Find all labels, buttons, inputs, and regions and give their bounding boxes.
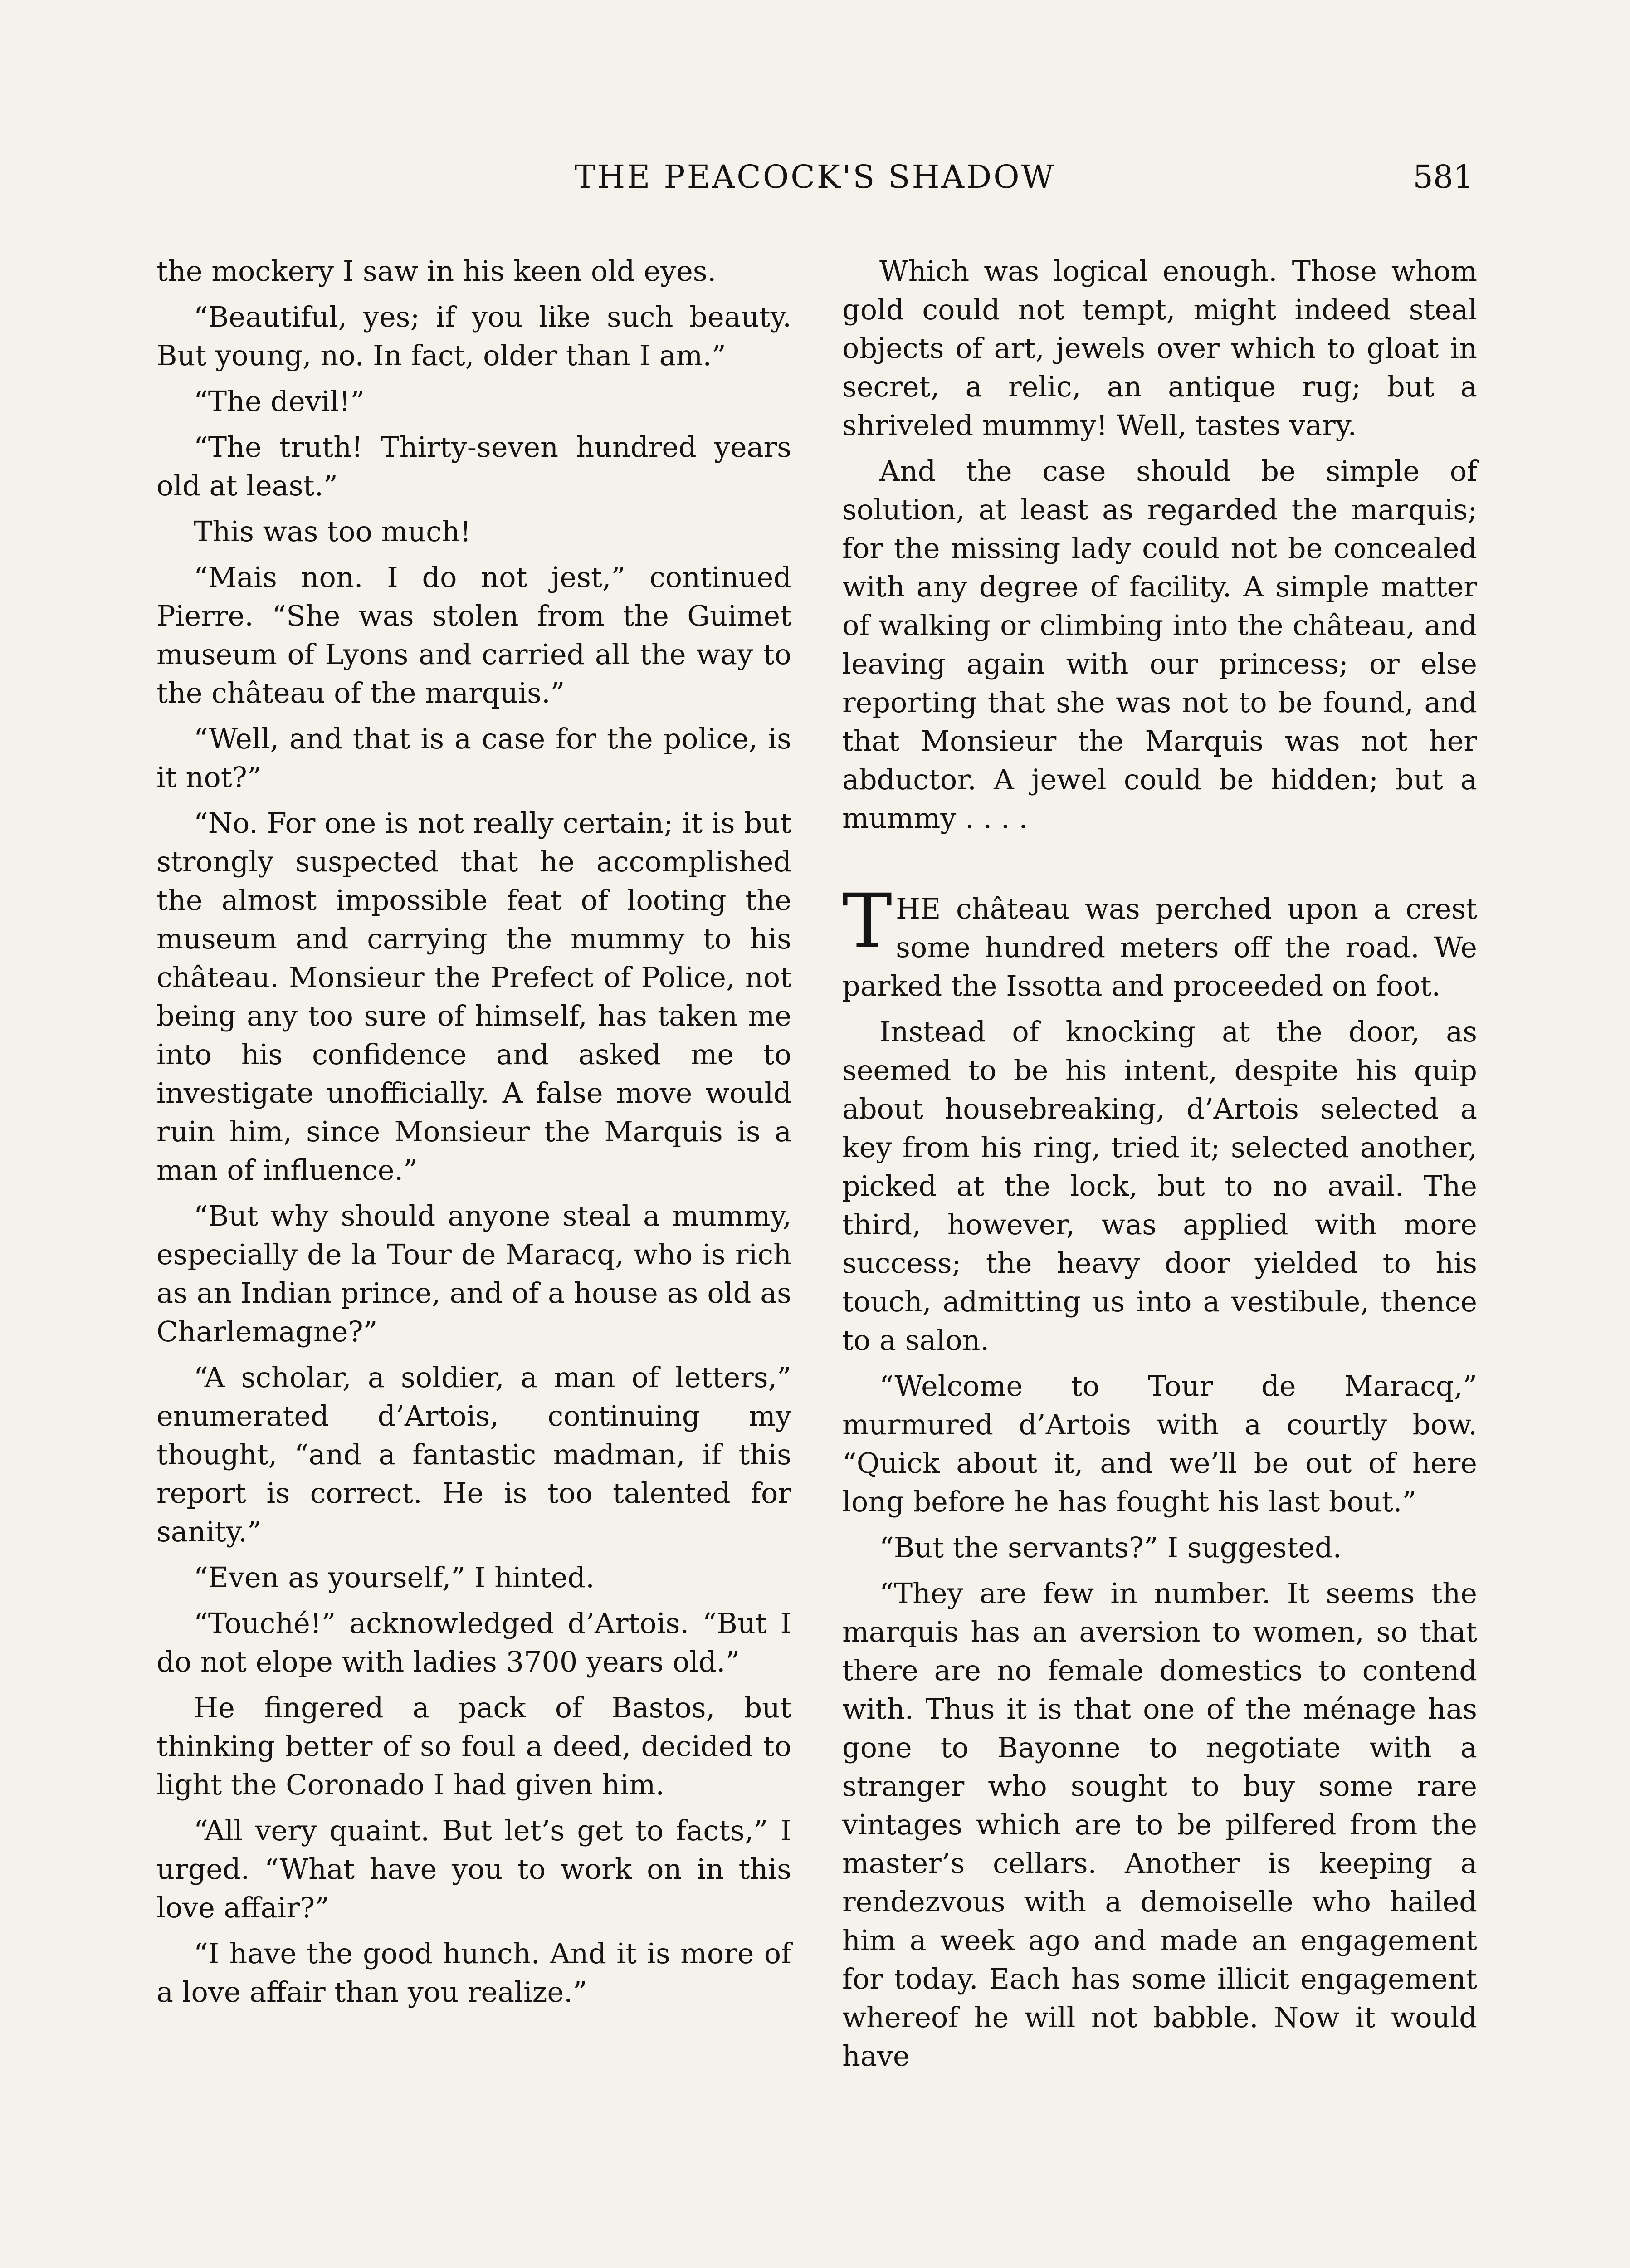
paragraph: “But the servants?” I suggested.: [879, 1531, 1342, 1564]
section-opening-text: château was perched upon a crest some hundred meters off the road. We parked the Issotta and proceeded on foot.: [842, 892, 1477, 1002]
paragraph: “I have the good hunch. And it is more of a love affair than you realize.”: [156, 1937, 791, 2009]
paragraph: This was too much!: [194, 515, 471, 548]
paragraph: “Well, and that is a case for the police, is it not?”: [156, 722, 791, 794]
page-number: 581: [1413, 158, 1474, 196]
right-column: [842, 252, 1477, 2082]
running-header: [156, 154, 1474, 204]
paragraph: “They are few in number. It seems the marquis has an aversion to women, so that there are no female domestics to contend with. Thus it is that one of the ménage has gone to Bayonne to negotiate with a stranger who sought to buy some rare vintages which are to be pilfered from the master’s cellars. Another is keeping a rendezvous with a demoiselle who hailed him a week ago and made an engagement for today. Each has some illicit engagement whereof he will not babble. Now it would have: [842, 1577, 1477, 2072]
paragraph: “Mais non. I do not jest,” continued Pierre. “She was stolen from the Guimet museum of Lyons and carried all the way to the château of the marquis.”: [156, 561, 791, 709]
paragraph: “Welcome to Tour de Maracq,” murmured d’Artois with a courtly bow. “Quick about it, and we’ll be out of here long before he has fought his last bout.”: [842, 1369, 1477, 1518]
left-column: [156, 252, 791, 2019]
paragraph: “A scholar, a soldier, a man of letters,” enumerated d’Artois, continuing my thought, “and a fantastic madman, if this report is correct. He is too talented for sanity.”: [156, 1361, 791, 1548]
section-opening-paragraph: [842, 878, 1477, 1005]
paragraph: “No. For one is not really certain; it is but strongly suspected that he accomplished the almost impossible feat of looting the museum and carrying the mummy to his château. Monsieur the Prefect of Police, not being any too sure of himself, has taken me into his confidence and asked me to investigate unofficially. A false move would ruin him, since Monsieur the Marquis is a man of influence.”: [156, 807, 791, 1187]
paragraph: the mockery I saw in his keen old eyes.: [156, 254, 717, 288]
paragraph: “The devil!”: [194, 385, 365, 418]
paragraph: “But why should anyone steal a mummy, especially de la Tour de Maracq, who is rich as an Indian prince, and of a house as old as Charlemagne?”: [156, 1199, 791, 1348]
paragraph: “Beautiful, yes; if you like such beauty. But young, no. In fact, older than I am.”: [156, 300, 791, 372]
paragraph: And the case should be simple of solution, at least as regarded the marquis; for the missing lady could not be concealed with any degree of facility. A simple matter of walking or climbing into the château, and leaving again with our princess; or else reporting that she was not to be found, and that Monsieur the Marquis was not her abductor. A jewel could be hidden; but a mummy . . . .: [842, 455, 1477, 835]
paragraph: “Touché!” acknowledged d’Artois. “But I do not elope with ladies 3700 years old.”: [156, 1607, 791, 1678]
paragraph: Which was logical enough. Those whom gold could not tempt, might indeed steal objects of art, jewels over which to gloat in secret, a relic, an antique rug; but a shriveled mummy! Well, tastes vary.: [842, 254, 1477, 442]
paragraph: Instead of knocking at the door, as seemed to be his intent, despite his quip about housebreaking, d’Artois selected a key from his ring, tried it; selected another, picked at the lock, but to no avail. The third, however, was applied with more success; the heavy door yielded to his touch, admitting us into a vestibule, thence to a salon.: [842, 1015, 1477, 1357]
small-caps-lead: HE: [896, 892, 941, 925]
paragraph: “The truth! Thirty-seven hundred years old at least.”: [156, 430, 791, 502]
running-title: THE PEACOCK'S SHADOW: [574, 158, 1056, 196]
drop-cap: T: [842, 878, 893, 965]
paragraph: “Even as yourself,” I hinted.: [194, 1561, 595, 1594]
paragraph: He fingered a pack of Bastos, but thinking better of so foul a deed, decided to light the Coronado I had given him.: [156, 1691, 791, 1801]
paragraph: “All very quaint. But let’s get to facts,” I urged. “What have you to work on in this love affair?”: [156, 1814, 791, 1924]
